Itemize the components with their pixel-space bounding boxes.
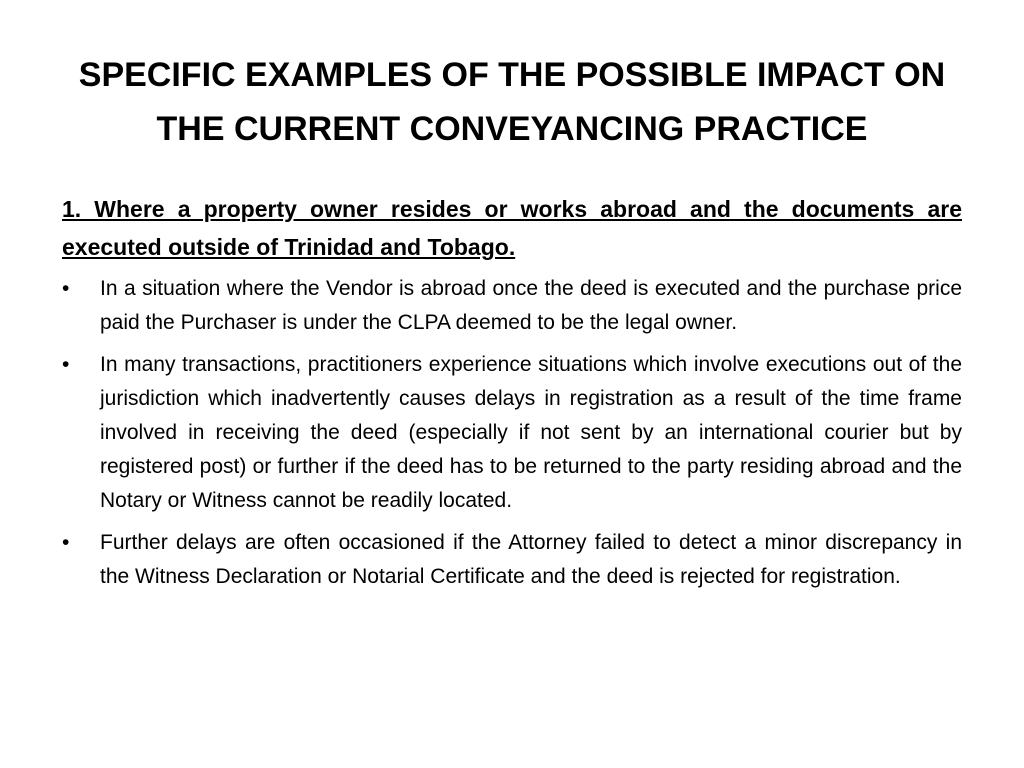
- bullet-item: [62, 348, 962, 518]
- bullet-text: In a situation where the Vendor is abroad once the deed is executed and the purchase price paid the Purchaser is under the CLPA deemed to be the legal owner.: [100, 277, 962, 334]
- bullet-list: [62, 272, 962, 594]
- section-heading: 1. Where a property owner resides or works abroad and the documents are executed outside of Trinidad and Tobago.: [62, 196, 962, 260]
- slide-body: [62, 190, 962, 602]
- bullet-text: Further delays are often occasioned if the Attorney failed to detect a minor discrepancy in the Witness Declaration or Notarial Certificate and the deed is rejected for registration.: [100, 531, 962, 588]
- bullet-item: [62, 526, 962, 594]
- bullet-item: [62, 272, 962, 340]
- bullet-text: In many transactions, practitioners experience situations which involve executions out of the jurisdiction which inadvertently causes delays in registration as a result of the time frame involved in receiving the deed (especially if not sent by an international courier but by registered post) or further if the deed has to be returned to the party residing abroad and the Notary or Witness cannot be readily located.: [100, 353, 962, 512]
- bullet-icon: •: [62, 353, 70, 376]
- slide-title: SPECIFIC EXAMPLES OF THE POSSIBLE IMPACT ON THE CURRENT CONVEYANCING PRACTICE: [78, 56, 946, 148]
- bullet-icon: •: [62, 531, 70, 554]
- bullet-icon: •: [62, 277, 70, 300]
